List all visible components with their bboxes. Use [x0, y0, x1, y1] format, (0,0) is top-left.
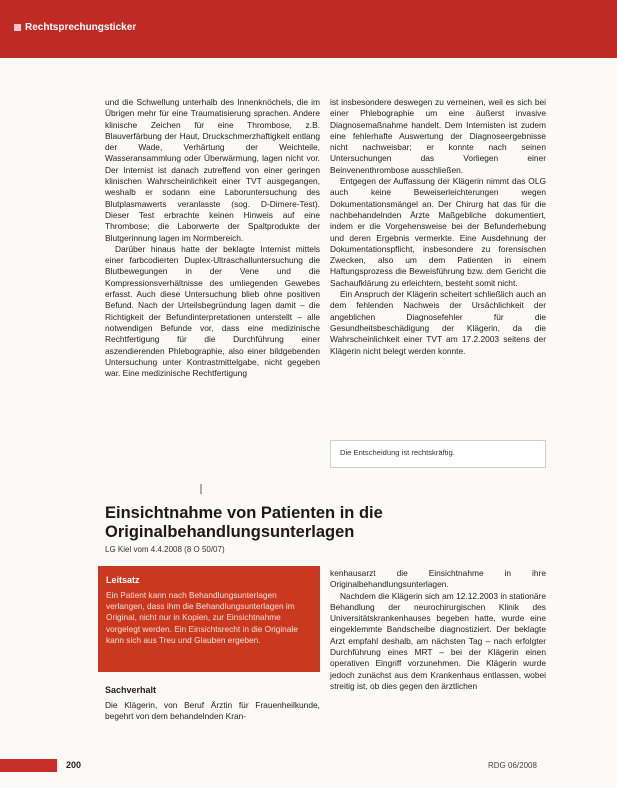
page-number: 200: [66, 760, 82, 770]
paragraph: kenhausarzt die Einsichtnahme in ihre Originalbehandlungsunterlagen.: [330, 568, 546, 590]
paragraph: Die Klägerin, von Beruf Ärztin für Frauenheilkunde, begehrt von dem behandelnden Kran-: [105, 700, 320, 722]
paragraph: Nachdem die Klägerin sich am 12.12.2003 in stationäre Behandlung der neurochirurgischen Klinik des Universitätskrankenhauses begeben hatte, wurde eine eingeklemmte Bandscheibe diagnostiziert. Der beklagte Arzt empfahl deshalb, am nächsten Tag – nach erfolgter Durchführung eines MRT – bei der Klägerin einen operativen Eingriff vorzunehmen. Die Klägerin wurde jedoch zunächst aus dem Krankenhaus entlassen, wobei streitig ist, ob dies gegen den ärztlichen: [330, 590, 546, 691]
sachverhalt-heading: Sachverhalt: [105, 685, 157, 695]
court-citation: LG Kiel vom 4.4.2008 (8 O 50/07): [105, 545, 225, 554]
article2-column-right: [330, 568, 546, 692]
leitsatz-heading: Leitsatz: [106, 575, 140, 585]
leitsatz-box: [98, 566, 320, 672]
paragraph: Ein Anspruch der Klägerin scheitert schließlich auch an dem fehlenden Nachweis der Ursächlichkeit der angeblichen Diagnosefehler für die Gesundheitsbeschädigung der Klägerin, da die Wahrscheinlichkeit einer TVT am 17.2.2003 seitens der Klägerin nicht belegt werden konnte.: [330, 289, 546, 356]
divider-mark: [200, 484, 202, 494]
sachverhalt-column: [105, 700, 320, 723]
ruling-note-box: [330, 440, 546, 468]
section-banner: [0, 0, 617, 58]
leitsatz-text: Ein Patient kann nach Behandlungsunterlagen verlangen, dass ihm die Behandlungsunterlagen im Original, nicht nur in Kopien, zur Einsichtnahme vorgelegt werden. Ein Einsichtsrecht in die Originale kann sich aus Treu und Glauben ergeben.: [106, 590, 298, 645]
paragraph: Darüber hinaus hatte der beklagte Internist mittels einer farbcodierten Duplex-Ultraschalluntersuchung die Blutbewegungen in der Vene und die Kompressionsverhältnisse des umliegenden Gewebes erfasst. Auch diese Untersuchung blieb ohne positiven Befund. Nach der Urteilsbegründung lagen damit – die Richtigkeit der Befundinterpretationen unterstellt – alle notwendigen Befunde vor, dass eine medizinische Rechtfertigung für die Durchführung einer aszendierenden Phlebographie, also einer bildgebenden Untersuchung unter Kontrastmittelgabe, nicht gegeben war. Eine medizinische Rechtfertigung: [105, 243, 320, 379]
ruling-note-text: Die Entscheidung ist rechtskräftig.: [340, 448, 455, 457]
paragraph: ist insbesondere deswegen zu verneinen, weil es sich bei einer Phlebographie um eine äußerst invasive Diagnosemaßnahme handelt. Dem Internisten ist zudem eine fehlerhafte Auswertung der Diagnoseergebnisse nicht nachweisbar; er konnte nach seinen Untersuchungen das Vorliegen einer Beinvenenthrombose ausschließen.: [330, 97, 546, 175]
footer-accent-bar: [0, 759, 57, 772]
section-label: [14, 22, 136, 33]
paragraph: und die Schwellung unterhalb des Innenknöchels, die im Übrigen mehr für eine Traumatisierung sprachen. Andere klinische Zeichen für eine Thrombose, z.B. Blauverfärbung der Haut, Druckschmerzhaftigkeit entlang der Wade, Verhärtung der Weichteile, Wasseransammlung oder Überwärmung, lagen nicht vor. Der Internist ist danach zutreffend von einer geringen klinischen Wahrscheinlichkeit einer TVT ausgegangen, weshalb er sodann eine Laboruntersuchung des Blutplasmawerts veranlasste (sog. D-Dimere-Test). Dieser Test erbrachte keinen Hinweis auf eine Thrombose; die Laborwerte der Spaltprodukte der Blutgerinnung lagen im Normbereich.: [105, 97, 320, 243]
article-title: Einsichtnahme von Patienten in die Originalbehandlungsunterlagen: [105, 504, 383, 541]
article1-column-right: [330, 97, 546, 357]
paragraph: Entgegen der Auffassung der Klägerin nimmt das OLG auch keine Beweiserleichterungen wegen Dokumentationsmängel an. Der Chirurg hat das für die nachbehandelnden Ärzte Maßgebliche dokumentiert, indem er die Vorgehensweise bei der Befunderhebung und deren Ergebnis vermerkte. Eine Ausdehnung der Dokumentationspflicht, insbesondere zu forensischen Zwecken, also um dem Patienten in einem Haftungsprozess die Beweisführung bzw. dem Gericht die Sachaufklärung zu erleichtern, besteht somit nicht.: [330, 176, 546, 288]
article1-column-left: [105, 97, 320, 379]
journal-issue: RDG 06/2008: [488, 761, 537, 770]
square-bullet-icon: [14, 24, 21, 31]
section-label-text: Rechtsprechungsticker: [25, 22, 137, 33]
